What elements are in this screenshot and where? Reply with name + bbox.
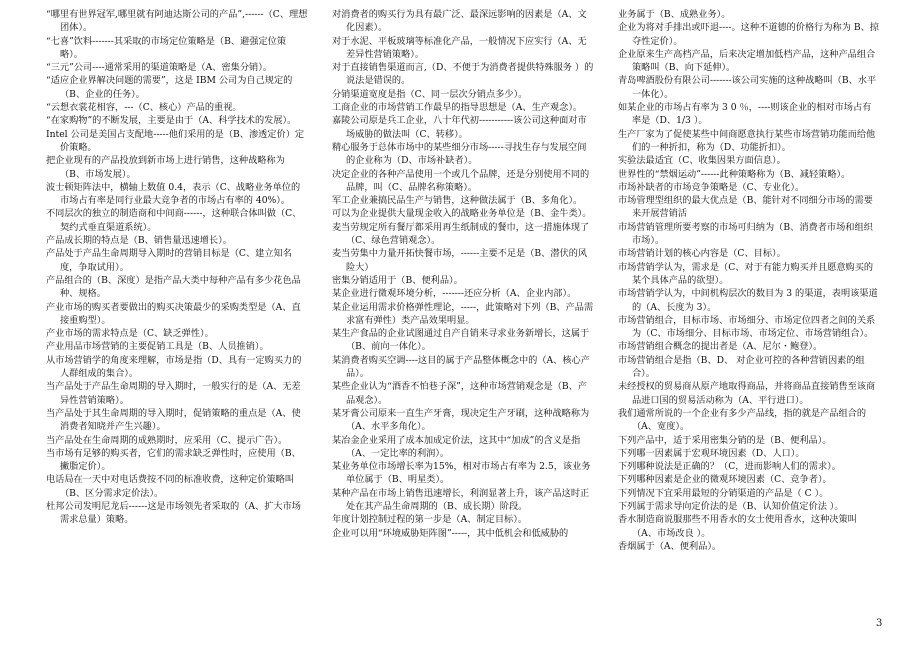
question-paragraph: 产品组合的（B、深度）是指产品大类中每种产品有多少花色品种、规格。 <box>46 274 301 300</box>
question-paragraph: 企业可以用“环境威胁矩阵图”-----，其中低机会和低威胁的 <box>332 527 569 539</box>
question-paragraph: 企业原来生产高档产品，后来决定增加低档产品，这种产品组合策略叫（B、向下延伸）。 <box>618 48 876 74</box>
question-paragraph: 密集分销适用于（B、便利品）。 <box>332 274 463 286</box>
question-paragraph: 对于水泥、平板玻璃等标准化产品，一般情况下应实行（A、无差异性营销策略）。 <box>332 35 587 60</box>
question-paragraph: “适应企业界解决问题的需要”，这是 IBM 公司为自己规定的（B、企业的任务）。 <box>46 75 293 100</box>
question-paragraph: 某冶金企业采用了成本加成定价法，这其中“加成”的含义是指（A、一定比率的利润）。 <box>332 434 581 459</box>
question-paragraph: 市场管理型组织的最大优点是（B、能针对不同细分市场的需要来开展营销活 <box>618 195 873 220</box>
question-paragraph: 杜邦公司发明尼龙后------这是市场领先者采取的（A、扩大市场需求总量）策略。 <box>46 500 301 526</box>
question-paragraph: 香水制造商说服那些不用香水的女士使用香水，这种决策叫（A、市场改良 ）。 <box>618 514 857 539</box>
question-paragraph: 某牙膏公司原来一直生产牙膏，现决定生产牙刷，这种战略称为（A、水平多角化）。 <box>332 407 590 433</box>
question-paragraph: 当产品处于产品生命周期的导入期时，一般实行的是（A、无差异性营销策略）。 <box>46 381 301 406</box>
question-paragraph: “云想衣裳花相容，---（C、核心）产品的重视。 <box>46 102 242 114</box>
question-paragraph: 世界性的“禁烟运动”------此种策略称为（B、减轻策略）。 <box>618 168 851 180</box>
question-paragraph: “在家购物”的不断发展，主要是由于（A、科学技术的发展）。 <box>46 115 297 127</box>
question-paragraph: 产业市场的需求特点是（C、缺乏弹性）。 <box>46 328 214 340</box>
question-paragraph: 下列哪一因素属于宏观环境因素（D、人口）。 <box>618 447 805 459</box>
question-paragraph: 从市场营销学的角度来理解，市场是指（D、具有一定购买力的人群组成的集合）。 <box>46 354 302 380</box>
question-paragraph: 麦当劳规定所有餐厅都采用再生纸制成的餐巾，这一措施体现了（C、绿色营销观念）。 <box>332 221 590 247</box>
question-paragraph: 市场补缺者的市场竞争策略是（C、专业化）。 <box>618 181 805 193</box>
page-number: 3 <box>876 618 883 629</box>
question-paragraph: 电话局在一天中对电话费按不同的标准收费，这种定价策略叫（B、区分需求定价法）。 <box>46 474 295 499</box>
question-paragraph: 当市场有足够的购买者，它们的需求缺乏弹性时，应使用（B、撇脂定价）。 <box>46 447 301 473</box>
question-paragraph: 军工企业兼搞民品生产与销售，这种做法属于（B、多角化）。 <box>332 195 583 207</box>
question-paragraph: 某些企业认为“酒香不怕巷子深”，这种市场营销观念是（B、产品观念）。 <box>332 381 588 406</box>
question-paragraph: 可以为企业提供大量现金收入的战略业务单位是（B、金牛类）。 <box>332 208 592 220</box>
question-paragraph: 市场营销组合是指（B、D、 对企业可控的各种营销因素的组合）。 <box>618 354 865 380</box>
question-paragraph: 业务属于（B、成熟业务）。 <box>618 9 731 20</box>
question-paragraph: 某业务单位市场增长率为15%，相对市场占有率为 2.5，该业务单位属于（B、明星类）。 <box>332 461 591 486</box>
question-paragraph: 当产品处于其生命周期的导入期时，促销策略的重点是（A、使消费者知晓并产生兴趣）。 <box>46 407 301 433</box>
question-paragraph: 某企业运用需求价格弹性理论，-----，此策略对下列（B、产品需求富有弹性）类产品效果明显。 <box>332 301 594 326</box>
question-paragraph: 年度计划控制过程的第一步是（A、制定目标）。 <box>332 514 527 526</box>
question-paragraph: 如某企业的市场占有率为 3 0 ％，----则该企业的相对市场占有率是（D、1/3 ）。 <box>618 102 872 127</box>
question-paragraph: 对消费者的购买行为具有最广泛、最深远影响的因素是（A、文化因素）。 <box>332 9 587 34</box>
question-paragraph: 某消费者购买空调----这目的属于产品整体概念中的（A、核心产品）。 <box>332 354 590 380</box>
question-paragraph: “七喜”饮料-------其采取的市场定位策略是（B、避强定位策略）。 <box>46 35 286 60</box>
question-paragraph: 当产品处在生命周期的成熟期时，应采用（C、提示广告）。 <box>46 434 288 446</box>
text-column-3 <box>618 8 880 553</box>
question-paragraph: 波士顿矩阵法中，横轴上数值 0.4，表示（C、战略业务单位的市场占有率是同行业最大竞争者的市场占有率的 40%）。 <box>46 181 301 207</box>
question-paragraph: 某种产品在市场上销售迅速增长，利润显著上升，该产品这时正处在其产品生命周期的（B、成长期）阶段。 <box>332 487 590 512</box>
question-paragraph: 下列产品中，适于采用密集分销的是（B、便利品）。 <box>618 434 832 446</box>
question-paragraph: 分销渠道宽度是指（C、同一层次分销点多少）。 <box>332 88 528 100</box>
question-paragraph: 产品成长期的特点是（B、销售量迅速增长）。 <box>46 235 232 247</box>
question-paragraph: 下列情况下宜采用最短的分销渠道的产品是（ C ）。 <box>618 487 829 499</box>
question-paragraph: 产品处于产品生命周期导入期时的营销目标是（C、建立知名度，争取试用）。 <box>46 248 292 273</box>
question-paragraph: 下列哪种因素是企业的微观环境因素（C、竞争者）。 <box>618 474 832 486</box>
question-paragraph: 市场营销学认为，需求是（C、对于有能力购买并且愿意购买的某个具体产品的欲望）。 <box>618 261 874 286</box>
question-paragraph: 精心服务于总体市场中的某些细分市场-----寻找生存与发展空间的企业称为（D、市场补缺者）。 <box>332 141 587 167</box>
question-paragraph: 不同层次的独立的制造商和中间商------，这种联合体叫做（C、契约式垂直渠道系统）。 <box>46 208 302 233</box>
question-paragraph: 嘉陵公司原是兵工企业，八十年代初-----------该公司这种面对市场威胁的做法叫（C、转移）。 <box>332 115 587 140</box>
text-column-2 <box>332 8 594 540</box>
question-paragraph: 市场营销学认为，中间机构层次的数目为 3 的渠道，表明该渠道的（A、长度为 3）。 <box>618 288 878 313</box>
question-paragraph: 把企业现有的产品投放到新市场上进行销售，这种战略称为（B、市场发展）。 <box>46 155 285 180</box>
question-paragraph: 未经授权的贸易商从原产地取得商品，并将商品直接销售至该商品进口国的贸易活动称为（A、平行进口）。 <box>618 381 876 406</box>
question-paragraph: 市场营销组合概念的提出者是（A、尼尔・鲍登）。 <box>618 341 823 353</box>
question-paragraph: 产业市场的购买者要做出的购买决策最少的采购类型是（A、直接重购型）。 <box>46 301 301 326</box>
text-column-1 <box>46 8 308 527</box>
question-paragraph: 企业为将对手排出或吓退----。这种不道德的价格行为称为 B、掠夺性定价）。 <box>618 22 879 47</box>
question-paragraph: “三元”公司----通常采用的渠道策略是（A、密集分销）。 <box>46 62 272 74</box>
question-paragraph: 市场营销管理所要考察的市场可归纳为（B、消费者市场和组织市场）。 <box>618 221 873 247</box>
question-paragraph: 市场营销组合，目标市场、市场细分、市场定位四者之间的关系为（C、市场细分、目标市场、市场定位、市场营销组合）。 <box>618 314 876 340</box>
question-paragraph: 市场营销计划的核心内容是（C、目标）。 <box>618 248 786 260</box>
question-paragraph: 工商企业的市场营销工作最早的指导思想是（A、生产观念）。 <box>332 102 583 114</box>
question-paragraph: Intel 公司是美国占支配地-----他们采用的是（B、渗透定价）定价策略。 <box>46 128 305 153</box>
question-paragraph: 某企业进行微观环境分析，-------还应分析（A、企业内部）。 <box>332 288 577 300</box>
question-paragraph: 青岛啤酒股份有限公司-------该公司实施的这种战略叫（B、水平一体化）。 <box>618 75 877 100</box>
question-paragraph: 某生产食品的企业试图通过自产自销来寻求业务新增长，这属于（B、前向一体化）。 <box>332 328 590 353</box>
question-paragraph: 实验法最适宜（C、收集因果方面信息）。 <box>618 155 786 167</box>
question-paragraph: 下列哪种说法是正确的？（C，进而影响人们的需求）。 <box>618 461 841 473</box>
question-paragraph: 生产厂家为了促使某些中间商愿意执行某些市场营销功能而给他们的一种折扣，称为（D、功能折扣）。 <box>618 128 876 153</box>
question-paragraph: 下列属于需求导向定价法的是（B、认知价值定价法 ）。 <box>618 500 844 512</box>
question-paragraph: 香烟属于（A、便利品）。 <box>618 540 722 552</box>
question-paragraph: “哪里有世界冠军,哪里就有阿迪达斯公司的产品”,------（C、理想团体）。 <box>46 9 308 34</box>
question-paragraph: 对于直接销售渠道而言,（D、不便于为消费者提供特殊服务 ）的说法是错误的。 <box>332 62 594 87</box>
question-paragraph: 麦当劳集中力量开拓快餐市场，------主要不足是（B、潜伏的风险大） <box>332 248 588 273</box>
question-paragraph: 我们通常所说的一个企业有多少产品线，指的就是产品组合的（A、宽度）。 <box>618 407 867 433</box>
question-paragraph: 产业用品市场营销的主要促销工具是（B、人员推销）。 <box>46 341 269 353</box>
question-paragraph: 决定企业的各种产品使用一个或几个品牌，还是分别使用不同的品牌，叫（C、品牌名称策略）。 <box>332 168 590 193</box>
